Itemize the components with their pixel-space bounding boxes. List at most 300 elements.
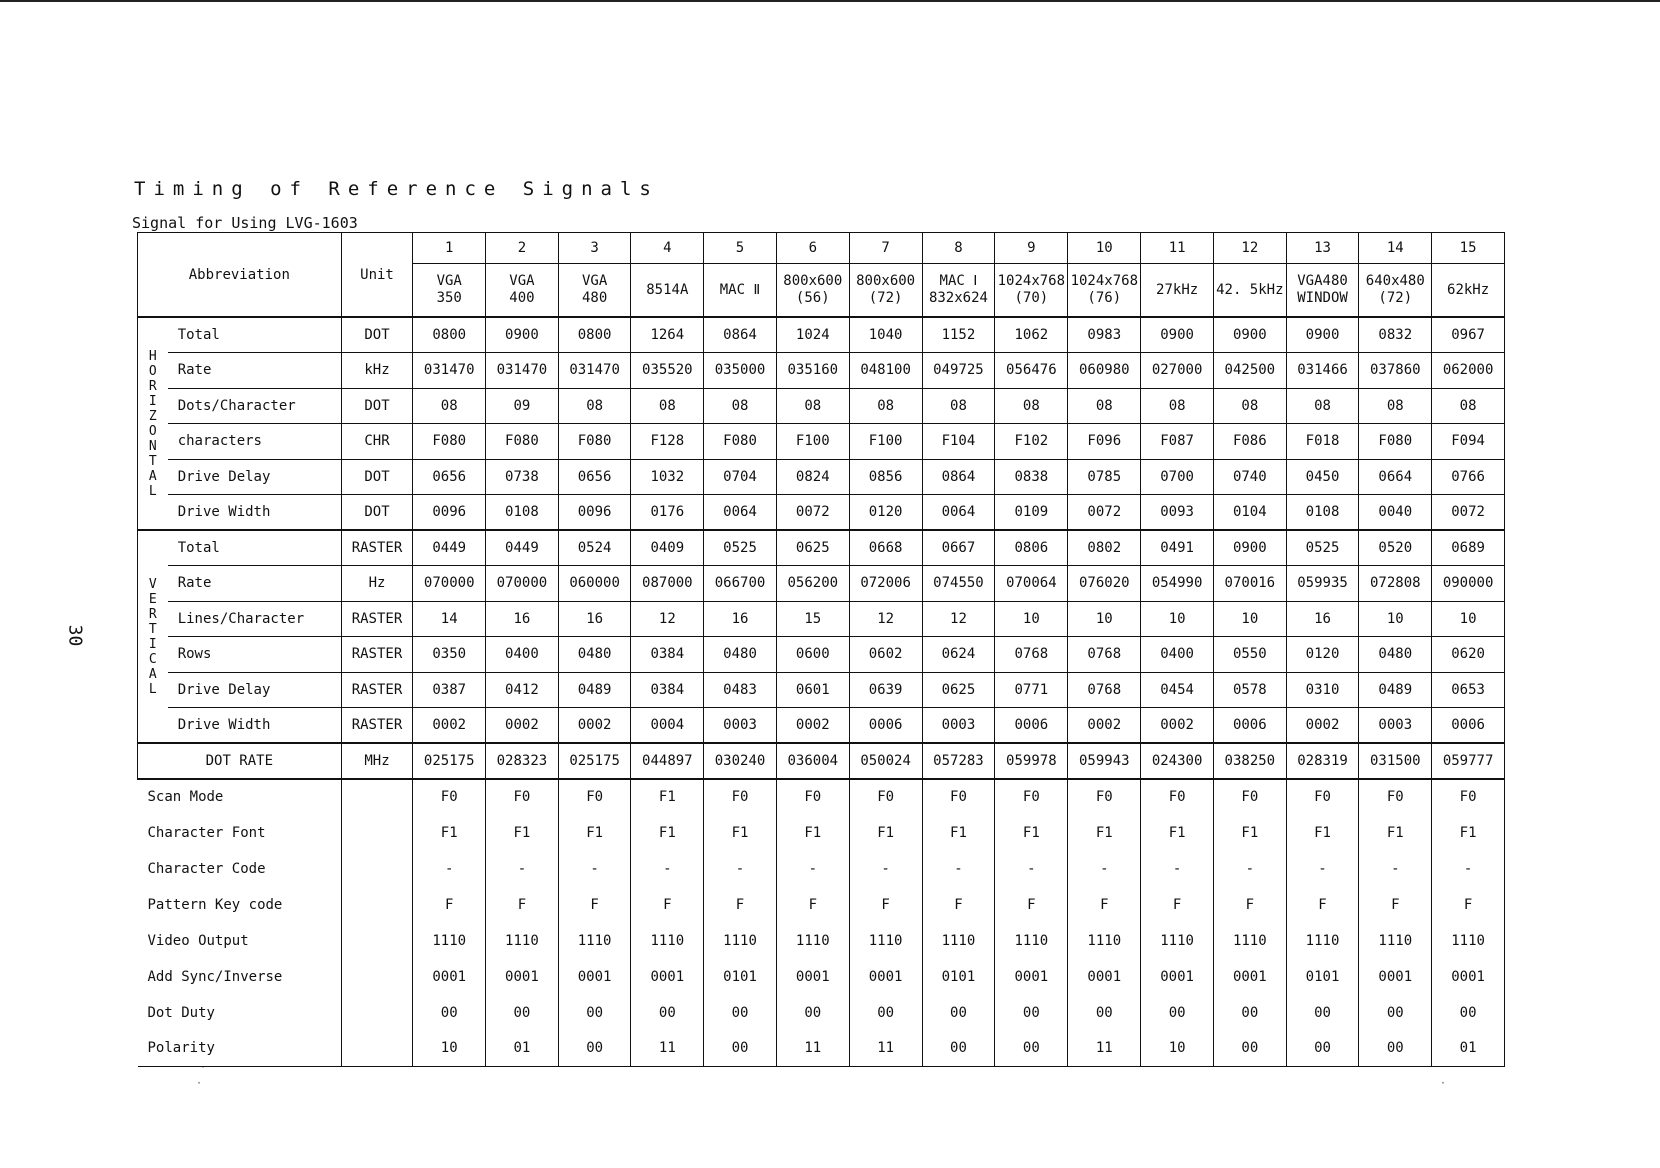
table-cell: 0002	[1068, 708, 1141, 744]
table-cell: 0802	[1068, 530, 1141, 566]
table-cell: 0967	[1432, 317, 1505, 353]
table-cell: 1110	[849, 923, 922, 959]
table-cell: 00	[1286, 995, 1359, 1031]
table-cell: F	[631, 887, 704, 923]
table-cell: 0900	[1141, 317, 1214, 353]
table-cell: F094	[1432, 424, 1505, 460]
table-cell: 11	[1068, 1031, 1141, 1067]
table-cell: 1110	[486, 923, 559, 959]
dot-rate-label: DOT RATE	[138, 743, 342, 779]
table-cell: 01	[486, 1031, 559, 1067]
table-cell: 0838	[995, 459, 1068, 495]
setting-unit-blank	[341, 923, 413, 959]
table-cell: 031470	[486, 353, 559, 389]
table-cell: F	[1432, 887, 1505, 923]
table-cell: 00	[704, 1031, 777, 1067]
timing-table	[137, 232, 1505, 1067]
table-cell: F	[704, 887, 777, 923]
table-cell: 08	[704, 388, 777, 424]
table-cell: 1040	[849, 317, 922, 353]
row-unit: kHz	[341, 353, 413, 389]
table-cell: 0072	[1432, 495, 1505, 531]
table-cell: 0001	[631, 959, 704, 995]
table-cell: 0003	[1359, 708, 1432, 744]
row-unit: RASTER	[341, 637, 413, 673]
table-cell: 08	[849, 388, 922, 424]
column-mode: 8514A	[631, 264, 704, 318]
table-cell: 10	[1359, 601, 1432, 637]
table-cell: 072006	[849, 566, 922, 602]
table-cell: 08	[1432, 388, 1505, 424]
table-cell: F0	[1432, 779, 1505, 815]
table-cell: F	[1068, 887, 1141, 923]
table-cell: F0	[486, 779, 559, 815]
table-cell: 00	[1359, 995, 1432, 1031]
table-cell: F1	[413, 815, 486, 851]
table-cell: -	[1432, 851, 1505, 887]
table-cell: F1	[1286, 815, 1359, 851]
table-cell: 08	[1068, 388, 1141, 424]
column-number: 1	[413, 233, 486, 264]
table-cell: 1024	[776, 317, 849, 353]
table-cell: 0768	[1068, 672, 1141, 708]
table-cell: F	[1213, 887, 1286, 923]
column-number: 2	[486, 233, 559, 264]
table-cell: 0525	[704, 530, 777, 566]
column-number: 15	[1432, 233, 1505, 264]
table-cell: F	[1141, 887, 1214, 923]
column-number: 9	[995, 233, 1068, 264]
table-cell: 16	[558, 601, 631, 637]
table-cell: -	[558, 851, 631, 887]
table-cell: 0768	[1068, 637, 1141, 673]
table-cell: 1110	[1432, 923, 1505, 959]
table-cell: 028319	[1286, 743, 1359, 779]
column-mode: MAC Ⅰ 832x624	[922, 264, 995, 318]
table-cell: 0001	[776, 959, 849, 995]
table-cell: F086	[1213, 424, 1286, 460]
table-cell: 0602	[849, 637, 922, 673]
table-cell: 00	[1068, 995, 1141, 1031]
table-cell: 044897	[631, 743, 704, 779]
table-cell: 0409	[631, 530, 704, 566]
table-cell: 0093	[1141, 495, 1214, 531]
table-cell: 087000	[631, 566, 704, 602]
table-cell: 00	[1213, 995, 1286, 1031]
table-cell: 16	[1286, 601, 1359, 637]
table-cell: 1110	[704, 923, 777, 959]
table-cell: 0108	[486, 495, 559, 531]
column-mode: 1024x768 (70)	[995, 264, 1068, 318]
horizontal-group-label: H O R I Z O N T A L	[138, 317, 168, 530]
table-cell: F0	[1213, 779, 1286, 815]
table-cell: 00	[922, 1031, 995, 1067]
table-cell: 062000	[1432, 353, 1505, 389]
table-cell: 066700	[704, 566, 777, 602]
table-cell: 11	[849, 1031, 922, 1067]
table-cell: F	[413, 887, 486, 923]
row-label: Total	[168, 317, 341, 353]
table-cell: 0064	[704, 495, 777, 531]
column-number: 8	[922, 233, 995, 264]
table-cell: 08	[1141, 388, 1214, 424]
table-cell: 059777	[1432, 743, 1505, 779]
setting-unit-blank	[341, 995, 413, 1031]
table-cell: 0454	[1141, 672, 1214, 708]
column-number: 13	[1286, 233, 1359, 264]
table-cell: F1	[1359, 815, 1432, 851]
table-cell: 070016	[1213, 566, 1286, 602]
table-cell: 08	[631, 388, 704, 424]
column-number: 11	[1141, 233, 1214, 264]
table-cell: 0001	[1359, 959, 1432, 995]
table-cell: 0620	[1432, 637, 1505, 673]
table-cell: 059935	[1286, 566, 1359, 602]
table-cell: F080	[704, 424, 777, 460]
row-label: Rate	[168, 353, 341, 389]
column-number: 7	[849, 233, 922, 264]
table-cell: 09	[486, 388, 559, 424]
table-cell: 1110	[413, 923, 486, 959]
table-cell: 0832	[1359, 317, 1432, 353]
table-cell: 028323	[486, 743, 559, 779]
table-cell: 0450	[1286, 459, 1359, 495]
table-cell: 0668	[849, 530, 922, 566]
column-mode: VGA480 WINDOW	[1286, 264, 1359, 318]
table-cell: 0096	[558, 495, 631, 531]
table-cell: 0064	[922, 495, 995, 531]
setting-label: Pattern Key code	[138, 887, 342, 923]
table-cell: F0	[1068, 779, 1141, 815]
table-cell: 10	[995, 601, 1068, 637]
setting-unit-blank	[341, 779, 413, 815]
table-cell: 0601	[776, 672, 849, 708]
table-cell: 0001	[1068, 959, 1141, 995]
table-cell: 0004	[631, 708, 704, 744]
table-cell: 1110	[1359, 923, 1432, 959]
table-cell: 0639	[849, 672, 922, 708]
table-cell: 024300	[1141, 743, 1214, 779]
row-unit: RASTER	[341, 672, 413, 708]
table-cell: 0040	[1359, 495, 1432, 531]
table-cell: 0800	[558, 317, 631, 353]
column-mode: MAC Ⅱ	[704, 264, 777, 318]
table-cell: 0101	[704, 959, 777, 995]
column-mode: 27kHz	[1141, 264, 1214, 318]
table-cell: 08	[413, 388, 486, 424]
column-mode: 640x480 (72)	[1359, 264, 1432, 318]
table-cell: F104	[922, 424, 995, 460]
table-cell: F0	[776, 779, 849, 815]
table-cell: 0766	[1432, 459, 1505, 495]
table-cell: F100	[776, 424, 849, 460]
table-cell: 10	[1068, 601, 1141, 637]
table-cell: 0983	[1068, 317, 1141, 353]
table-cell: 035000	[704, 353, 777, 389]
table-cell: 10	[1213, 601, 1286, 637]
row-label: Drive Delay	[168, 459, 341, 495]
table-cell: F	[922, 887, 995, 923]
table-cell: 0120	[849, 495, 922, 531]
column-mode: 1024x768 (76)	[1068, 264, 1141, 318]
row-label: Rows	[168, 637, 341, 673]
table-cell: 0006	[1213, 708, 1286, 744]
table-cell: 08	[995, 388, 1068, 424]
table-cell: 0449	[486, 530, 559, 566]
table-cell: 070000	[486, 566, 559, 602]
table-cell: 0700	[1141, 459, 1214, 495]
table-cell: 0101	[922, 959, 995, 995]
table-cell: 0771	[995, 672, 1068, 708]
table-cell: 031470	[558, 353, 631, 389]
table-cell: F0	[849, 779, 922, 815]
table-cell: 059943	[1068, 743, 1141, 779]
table-cell: 0524	[558, 530, 631, 566]
table-cell: 074550	[922, 566, 995, 602]
table-cell: F	[486, 887, 559, 923]
column-number: 5	[704, 233, 777, 264]
table-cell: 00	[704, 995, 777, 1031]
table-cell: 08	[558, 388, 631, 424]
table-cell: F080	[413, 424, 486, 460]
table-cell: 042500	[1213, 353, 1286, 389]
table-cell: 0310	[1286, 672, 1359, 708]
unit-header: Unit	[341, 233, 413, 318]
table-cell: F0	[704, 779, 777, 815]
table-cell: 0072	[776, 495, 849, 531]
table-cell: 0900	[1213, 317, 1286, 353]
table-cell: 0480	[1359, 637, 1432, 673]
table-cell: F1	[922, 815, 995, 851]
setting-label: Polarity	[138, 1031, 342, 1067]
table-cell: F0	[413, 779, 486, 815]
table-cell: 1032	[631, 459, 704, 495]
table-cell: F0	[1141, 779, 1214, 815]
table-cell: -	[1286, 851, 1359, 887]
table-cell: 00	[486, 995, 559, 1031]
table-cell: -	[413, 851, 486, 887]
table-cell: 025175	[558, 743, 631, 779]
abbreviation-header: Abbreviation	[138, 233, 342, 318]
table-cell: 0002	[1286, 708, 1359, 744]
table-cell: 050024	[849, 743, 922, 779]
table-cell: 08	[1286, 388, 1359, 424]
table-cell: 16	[704, 601, 777, 637]
table-cell: 0176	[631, 495, 704, 531]
table-cell: 00	[1213, 1031, 1286, 1067]
table-cell: F1	[849, 815, 922, 851]
table-cell: F1	[1141, 815, 1214, 851]
row-label: Drive Width	[168, 495, 341, 531]
table-cell: F1	[631, 779, 704, 815]
table-cell: F0	[922, 779, 995, 815]
table-cell: F1	[995, 815, 1068, 851]
row-label: Rate	[168, 566, 341, 602]
table-cell: -	[1141, 851, 1214, 887]
table-cell: 0006	[995, 708, 1068, 744]
row-unit: DOT	[341, 495, 413, 531]
column-mode: 42. 5kHz	[1213, 264, 1286, 318]
table-cell: 0120	[1286, 637, 1359, 673]
table-cell: 1110	[922, 923, 995, 959]
column-mode: 800x600 (56)	[776, 264, 849, 318]
table-cell: 0096	[413, 495, 486, 531]
table-cell: 0001	[1213, 959, 1286, 995]
table-cell: F1	[1068, 815, 1141, 851]
row-unit: DOT	[341, 317, 413, 353]
table-cell: 030240	[704, 743, 777, 779]
table-cell: 0002	[776, 708, 849, 744]
table-cell: 0864	[704, 317, 777, 353]
column-mode: 800x600 (72)	[849, 264, 922, 318]
setting-label: Character Code	[138, 851, 342, 887]
table-cell: F1	[486, 815, 559, 851]
table-cell: 0738	[486, 459, 559, 495]
table-cell: 14	[413, 601, 486, 637]
scan-speck: ·	[196, 1078, 203, 1089]
table-cell: 038250	[1213, 743, 1286, 779]
column-mode: 62kHz	[1432, 264, 1505, 318]
table-cell: 0384	[631, 637, 704, 673]
table-cell: 0864	[922, 459, 995, 495]
row-unit: RASTER	[341, 708, 413, 744]
table-cell: -	[1068, 851, 1141, 887]
row-unit: DOT	[341, 459, 413, 495]
table-cell: -	[849, 851, 922, 887]
table-cell: 0384	[631, 672, 704, 708]
table-cell: 12	[922, 601, 995, 637]
table-cell: 025175	[413, 743, 486, 779]
table-subtitle: Signal for Using LVG-1603	[132, 214, 358, 232]
table-cell: 16	[486, 601, 559, 637]
table-cell: 10	[1432, 601, 1505, 637]
table-cell: 00	[995, 1031, 1068, 1067]
column-number: 6	[776, 233, 849, 264]
table-cell: 10	[1141, 601, 1214, 637]
table-cell: 0491	[1141, 530, 1214, 566]
setting-unit-blank	[341, 1031, 413, 1067]
setting-unit-blank	[341, 851, 413, 887]
setting-label: Video Output	[138, 923, 342, 959]
table-cell: 059978	[995, 743, 1068, 779]
table-cell: 00	[1141, 995, 1214, 1031]
table-cell: 0001	[558, 959, 631, 995]
table-cell: 0109	[995, 495, 1068, 531]
table-cell: F	[1286, 887, 1359, 923]
table-cell: F080	[558, 424, 631, 460]
table-cell: F1	[631, 815, 704, 851]
row-unit: RASTER	[341, 601, 413, 637]
table-cell: -	[631, 851, 704, 887]
table-cell: F0	[558, 779, 631, 815]
table-cell: 056200	[776, 566, 849, 602]
table-cell: 0001	[486, 959, 559, 995]
table-cell: -	[995, 851, 1068, 887]
table-cell: 0667	[922, 530, 995, 566]
setting-unit-blank	[341, 959, 413, 995]
table-cell: F1	[1432, 815, 1505, 851]
table-cell: 0489	[558, 672, 631, 708]
table-cell: 0104	[1213, 495, 1286, 531]
table-cell: F1	[558, 815, 631, 851]
table-cell: 0480	[704, 637, 777, 673]
table-cell: 0001	[1141, 959, 1214, 995]
scan-speck: ·	[1440, 1078, 1447, 1089]
column-mode: VGA 400	[486, 264, 559, 318]
table-cell: 12	[631, 601, 704, 637]
row-label: Dots/Character	[168, 388, 341, 424]
table-cell: 035520	[631, 353, 704, 389]
table-cell: F0	[1286, 779, 1359, 815]
table-cell: 1110	[1286, 923, 1359, 959]
table-cell: F	[849, 887, 922, 923]
row-label: characters	[168, 424, 341, 460]
row-label: Total	[168, 530, 341, 566]
table-cell: 08	[1359, 388, 1432, 424]
table-cell: 0387	[413, 672, 486, 708]
table-cell: 0525	[1286, 530, 1359, 566]
table-cell: 1110	[558, 923, 631, 959]
table-cell: 0578	[1213, 672, 1286, 708]
table-cell: 031470	[413, 353, 486, 389]
table-cell: 0768	[995, 637, 1068, 673]
table-cell: 0002	[413, 708, 486, 744]
table-cell: F128	[631, 424, 704, 460]
row-unit: RASTER	[341, 530, 413, 566]
table-cell: 0550	[1213, 637, 1286, 673]
table-cell: 0412	[486, 672, 559, 708]
table-cell: F102	[995, 424, 1068, 460]
table-cell: 01	[1432, 1031, 1505, 1067]
table-cell: 08	[1213, 388, 1286, 424]
table-cell: -	[1359, 851, 1432, 887]
table-cell: F	[776, 887, 849, 923]
table-cell: 035160	[776, 353, 849, 389]
table-cell: 031500	[1359, 743, 1432, 779]
table-cell: 0785	[1068, 459, 1141, 495]
table-cell: 00	[776, 995, 849, 1031]
table-cell: -	[776, 851, 849, 887]
row-unit: CHR	[341, 424, 413, 460]
table-cell: 049725	[922, 353, 995, 389]
table-cell: 0740	[1213, 459, 1286, 495]
table-cell: 0001	[849, 959, 922, 995]
table-cell: 00	[1359, 1031, 1432, 1067]
table-cell: -	[704, 851, 777, 887]
table-cell: F	[995, 887, 1068, 923]
table-cell: 08	[922, 388, 995, 424]
table-cell: 00	[849, 995, 922, 1031]
table-cell: 1110	[1141, 923, 1214, 959]
setting-label: Character Font	[138, 815, 342, 851]
table-cell: 0072	[1068, 495, 1141, 531]
table-cell: 0108	[1286, 495, 1359, 531]
table-cell: 031466	[1286, 353, 1359, 389]
table-cell: 0101	[1286, 959, 1359, 995]
table-cell: F100	[849, 424, 922, 460]
page-number: 30	[64, 624, 86, 647]
table-cell: F1	[776, 815, 849, 851]
table-cell: 0704	[704, 459, 777, 495]
column-number: 12	[1213, 233, 1286, 264]
table-cell: 027000	[1141, 353, 1214, 389]
table-cell: 0480	[558, 637, 631, 673]
column-mode: VGA 350	[413, 264, 486, 318]
table-cell: F096	[1068, 424, 1141, 460]
table-cell: 0824	[776, 459, 849, 495]
table-cell: 10	[1141, 1031, 1214, 1067]
table-cell: 0483	[704, 672, 777, 708]
